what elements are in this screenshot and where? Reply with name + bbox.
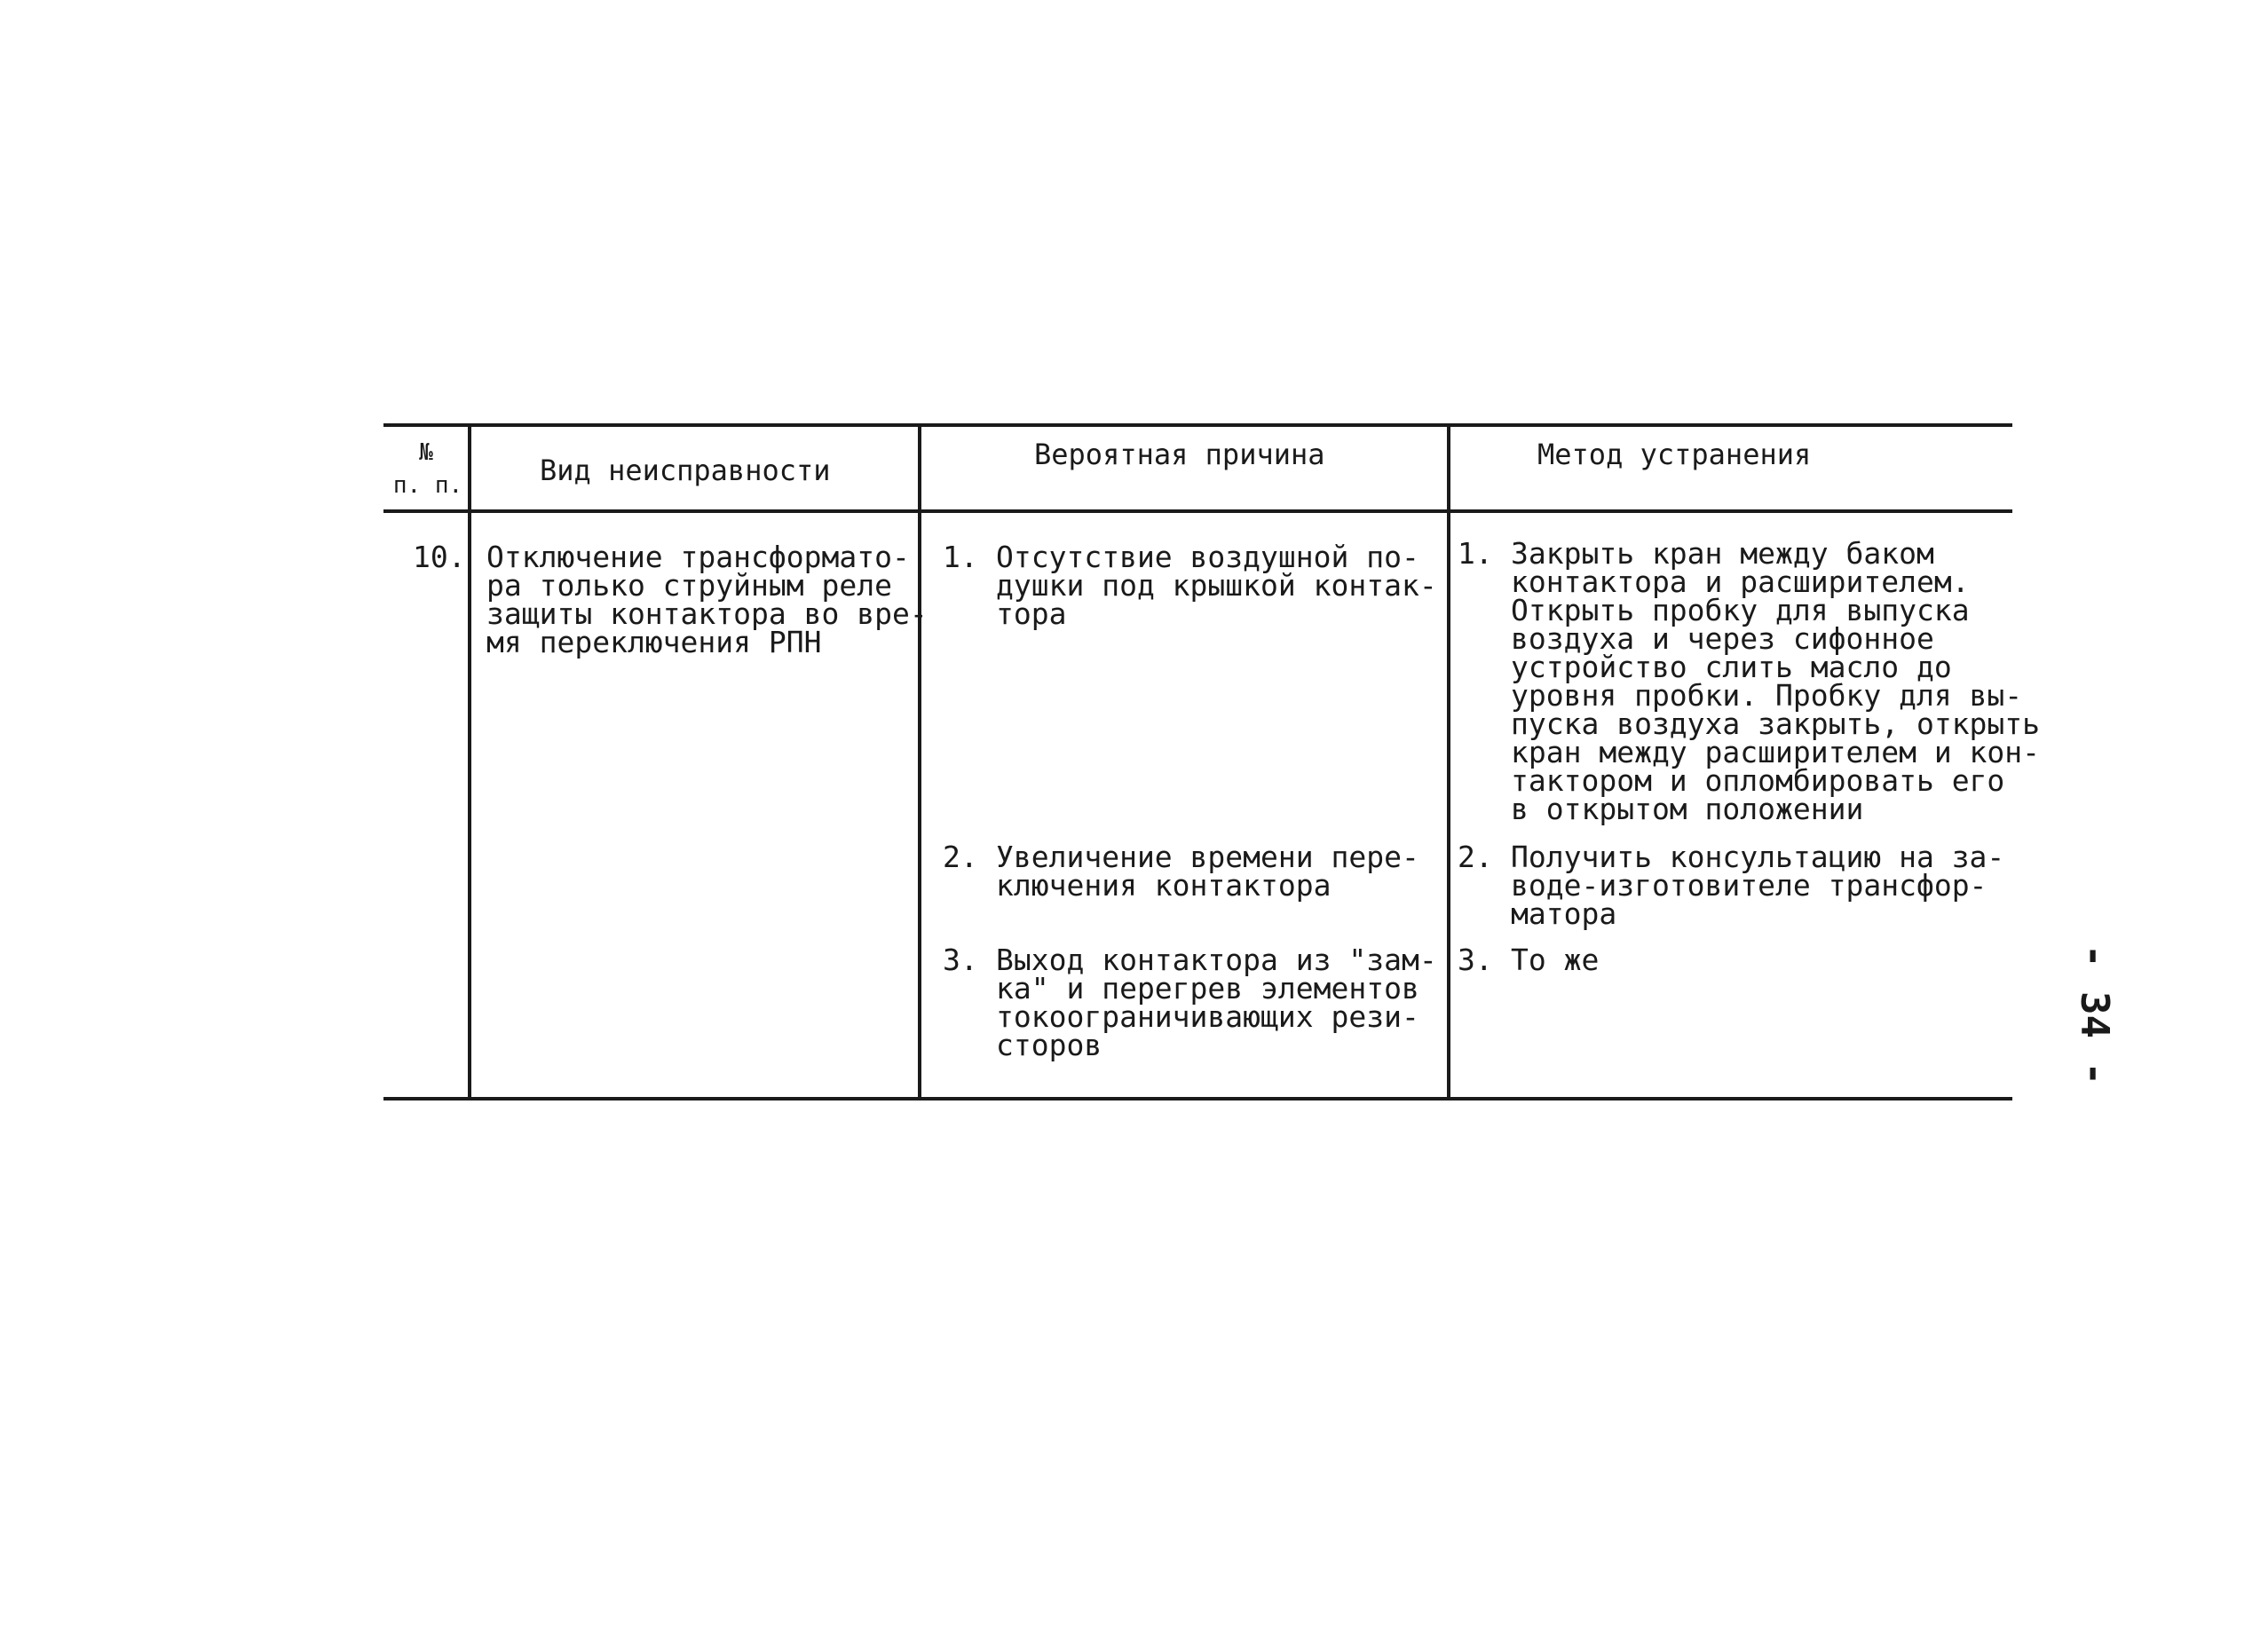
method-line: Открыть пробку для выпуска [1511, 593, 1970, 627]
header-method: Метод устранения [1537, 438, 1812, 471]
fault-line: мя переключения РПН [486, 625, 822, 659]
method-line: тактором и опломбировать его [1511, 763, 2005, 798]
table-top-rule [383, 423, 2012, 427]
method-line: матора [1511, 896, 1617, 931]
col-divider-fault [918, 423, 921, 1100]
method-number: 1. [1458, 536, 1493, 571]
cause-number: 1. [943, 540, 978, 574]
method-line: кран между расширителем и кон- [1511, 735, 2041, 769]
cause-line: сторов [996, 1028, 1102, 1062]
method-line: в открытом положении [1511, 792, 1864, 826]
cause-line: токоограничивающих рези- [996, 999, 1419, 1034]
method-number: 2. [1458, 840, 1493, 874]
cause-line: Отсутствие воздушной по- [996, 540, 1419, 574]
fault-line: защиты контактора во вре- [486, 596, 928, 631]
method-line: контактора и расширителем. [1511, 564, 1970, 599]
cause-number: 3. [943, 943, 978, 977]
method-line: уровня пробки. Пробку для вы- [1511, 678, 2023, 713]
header-num-label: п. п. [392, 472, 463, 499]
method-line: устройство слить масло до [1511, 650, 1952, 684]
cause-line: Увеличение времени пере- [996, 840, 1419, 874]
header-bottom-rule [383, 509, 2012, 513]
fault-line: ра только струйным реле [486, 568, 892, 603]
method-line: воде-изготовителе трансфор- [1511, 868, 1987, 903]
header-num-symbol: № [419, 439, 433, 466]
method-line: воздуха и через сифонное [1511, 621, 1934, 656]
cause-line: ключения контактора [996, 868, 1332, 903]
header-cause: Вероятная причина [1034, 438, 1325, 471]
method-line: Закрыть кран между баком [1511, 536, 1934, 571]
fault-line: Отключение трансформато- [486, 540, 910, 574]
row-number: 10. [413, 540, 466, 574]
page-number: - 34 - [2071, 944, 2117, 1085]
method-line: То же [1511, 943, 1600, 977]
header-fault: Вид неисправности [540, 454, 831, 487]
cause-line: Выход контактора из "зам- [996, 943, 1437, 977]
col-divider-cause [1447, 423, 1450, 1100]
cause-line: душки под крышкой контак- [996, 568, 1437, 603]
method-line: Получить консультацию на за- [1511, 840, 2005, 874]
method-number: 3. [1458, 943, 1493, 977]
method-line: пуска воздуха закрыть, открыть [1511, 706, 2041, 741]
cause-line: ка" и перегрев элементов [996, 971, 1419, 1006]
cause-number: 2. [943, 840, 978, 874]
table-bottom-rule [383, 1097, 2012, 1100]
col-divider-num [468, 423, 471, 1100]
cause-line: тора [996, 596, 1067, 631]
